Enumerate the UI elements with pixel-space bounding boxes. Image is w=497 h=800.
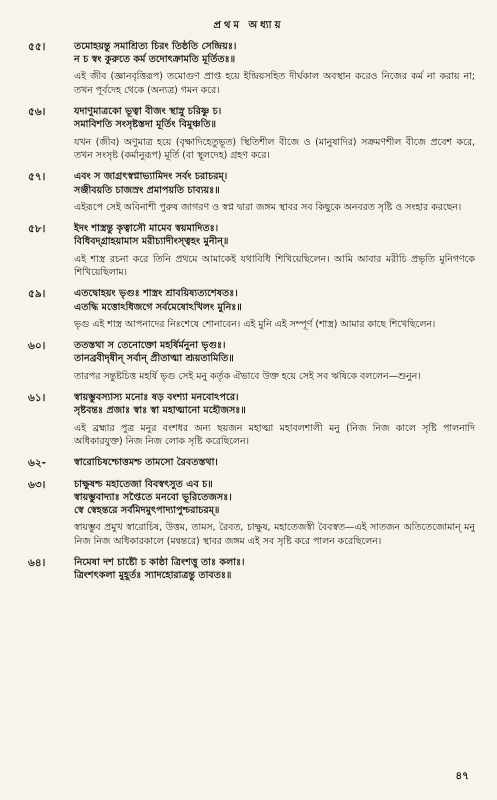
sanskrit-line: বিধিবদ্গ্রাহয়ামাস মরীচ্যাদীংস্ত্বহং মুনীন্॥	[74, 236, 229, 248]
verse	[0, 456, 497, 469]
translation-text: যখন (জীব) অণুমাত্র হয়ে (বৃক্ষাদিহেতুভূত) স্থিতিশীল বীজে ও (মানুষাদির) সক্রমণশীল বীজে প্রবেশ করে, তখন সংসৃষ্ট (কর্মানুরূপ) মূর্তি (বা স্থূলদেহ) গ্রহণ করে।	[74, 136, 475, 162]
sanskrit-line: সৃষ্টবন্তঃ প্রজাঃ স্বাঃ স্বা মহাত্মানো মহৌজসঃ॥	[74, 405, 246, 417]
verse	[0, 170, 497, 214]
sanskrit-text	[74, 391, 475, 417]
verse	[0, 105, 497, 162]
verse-number: ৬৩।	[28, 478, 46, 491]
sanskrit-line: স্বায়ম্ভুবস্যাস্য মনোঃ ষড় বংশ্যা মনবোঽপরে।	[74, 392, 239, 404]
verse	[0, 222, 497, 279]
translation-text: এইরূপে সেই অবিনাশী পুরুষ জাগরণ ও স্বপ্ন দ্বারা জঙ্গম স্থাবর সব কিছুকে অনবরত সৃষ্টি ও সংহার করছেন।	[74, 201, 462, 213]
sanskrit-text	[74, 170, 475, 196]
verse	[0, 391, 497, 448]
translation-text: এই জীব (জ্ঞানবৃত্তিরূপ) তমোগুণ প্রাপ্ত হয়ে ইন্দ্রিয়সহিত দীর্ঘকাল অবস্থান করেও নিজের কর্ম না করায় না; তখন পূর্বদেহ থেকে (অন্যত্র) গমন করে।	[74, 71, 475, 96]
sanskrit-line: যদাণুমাত্রকো ভূত্বা বীজং স্থাস্নু চরিষ্ণু চ।	[74, 106, 222, 118]
sanskrit-text	[74, 339, 475, 365]
sanskrit-line: ততস্তথা স তেনোক্তো মহর্ষির্মনুনা ভৃগুঃ।	[74, 340, 226, 352]
sanskrit-text	[74, 222, 475, 248]
sanskrit-text	[74, 287, 475, 313]
translation-text: এই ব্রহ্মার পুত্র মনুর বংশধর অন্য ছয়জন মহাত্মা মহাবলশালী মনু (নিজ নিজ কালে সৃষ্টি পালনাদি অধিকারযুক্ত) নিজ নিজ লোক সৃষ্টি করেছিলেন।	[74, 422, 475, 447]
verse-number: ৫৫।	[28, 41, 46, 53]
sanskrit-line: নিমেষা দশ চাষ্টৌ চ কাষ্ঠা ত্রিংশত্তু তাঃ কলাঃ।	[74, 556, 245, 568]
sanskrit-text	[74, 40, 475, 66]
sanskrit-line: ইদং শাস্ত্রন্তু কৃত্বাসৌ মামেব স্বয়মাদিতঃ।	[74, 223, 219, 235]
verse	[0, 287, 497, 331]
verse-number: ৬৪।	[28, 556, 46, 569]
sanskrit-text	[74, 105, 475, 131]
sanskrit-line: এতদ্ধি মত্তোঽধিজগে সর্বমেষোঽখিলং মুনিঃ॥	[74, 301, 242, 313]
translation-text: স্বায়ম্ভুব প্রমুখ স্বারোচিষ, উত্তম, তামস, রৈবত, চাক্ষুষ, মহাতেজস্বী বৈবস্বত—এই সাতজন অতিতেজোমান্ মনু নিজ নিজ অধিকারকালে (মন্বন্তরে) স্থাবর জঙ্গম এই সব সৃষ্টি করে পালন করেছিলেন।	[74, 522, 475, 547]
sanskrit-line: ন চ স্বং কুরুতে কর্ম তদোৎক্রামতি মূর্তিতঃ॥	[74, 54, 236, 66]
sanskrit-line: স্বে স্বেহন্তরে সর্বমিদমুৎপাদ্যাপুশ্চরাচরম্॥	[74, 504, 220, 516]
sanskrit-line: এতদ্বোহয়ং ভৃগুঃ শাস্ত্রং শ্রাবয়িষ্যত্যশেষতঃ।	[74, 288, 238, 300]
sanskrit-line: স্বায়ম্ভুবাদ্যাঃ সপ্তৈতে মনবো ভূরিতেজসঃ।	[74, 491, 232, 503]
page-number: ৪৭	[455, 770, 469, 782]
verse-number: ৫৭।	[28, 171, 46, 184]
sanskrit-line: চাক্ষুষশ্চ মহাতেজা বিবস্বৎসুত এব চ॥	[74, 478, 213, 490]
sanskrit-text	[74, 556, 475, 582]
sanskrit-line: এবং স জাগ্রৎস্বপ্নাভ্যামিদং সর্বং চরাচরম্।	[74, 171, 228, 183]
sanskrit-text	[74, 478, 475, 518]
verse	[0, 556, 497, 582]
sanskrit-line: স্বারোচিষশ্চোত্তমশ্চ তামসো রৈবতস্তথা।	[74, 457, 218, 469]
translation-text: তারপর সন্তুষ্টচিত্ত মহর্ষি ভৃগু সেই মনু কর্তৃক ঐভাবে উক্ত হয়ে সেই সব ঋষিকে বললেন—শুনুন।	[74, 370, 421, 382]
sanskrit-line: ত্রিংশৎকলা মুহূর্তঃ স্যাদহোরাত্রন্তু তাবতঃ॥	[74, 570, 232, 582]
verse-number: ৬০।	[28, 340, 46, 353]
verse-number: ৫৯।	[28, 288, 46, 301]
translation-text: এই শাস্ত্র রচনা করে তিনি প্রথমে আমাকেই যথাবিধি শিখিয়েছিলেন। আমি আবার মরীচি প্রভৃতি মুনিগণকে শিখিয়েছিলাম।	[74, 253, 475, 279]
verse-number: ৬১।	[28, 392, 46, 405]
sanskrit-text	[74, 456, 475, 469]
sanskrit-line: সঞ্জীবয়তি চাজস্রং প্রমাপয়তি চাব্যয়ঃ॥	[74, 184, 220, 196]
verse	[0, 339, 497, 383]
verse	[0, 40, 497, 97]
translation-text: ভৃগু এই শাস্ত্র আপনাদের নিঃশেষে শোনাবেন। এই মুনি এই সম্পূর্ণ (শাস্ত্র) আমার কাছে শিখেছিলেন।	[74, 318, 436, 330]
sanskrit-line: তমোহয়ন্তু সমাশ্রিত্য চিরং তিষ্ঠতি সেন্দ্রিয়ঃ।	[74, 41, 237, 52]
page-header: প্রথম অধ্যায়	[213, 20, 284, 31]
verse-number: ৫৬।	[28, 106, 46, 119]
sanskrit-line: তানব্রবীদৃষীন্ সর্বান্ প্রীতাত্মা শ্রূয়তামিতি॥	[74, 353, 234, 365]
verse-list	[0, 40, 497, 590]
sanskrit-line: সমাবিশতি সংসৃষ্টস্তদা মূর্তিং বিমুঞ্চতি॥	[74, 119, 217, 131]
verse	[0, 478, 497, 548]
verse-number: ৬২-	[28, 457, 47, 470]
verse-number: ৫৮।	[28, 223, 46, 236]
